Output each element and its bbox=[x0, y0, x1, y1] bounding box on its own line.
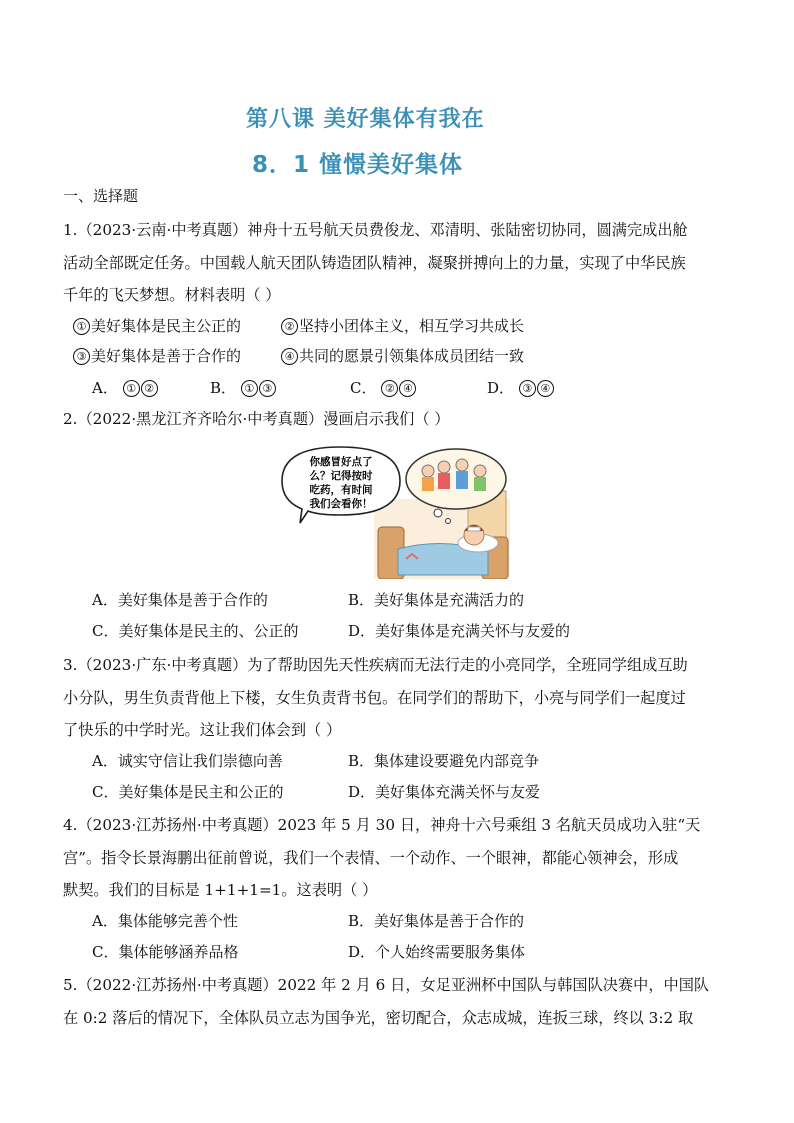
bubble-line-3: 吃药，有时间 bbox=[309, 484, 373, 496]
q1-option-a[interactable]: A． ① ② bbox=[92, 378, 159, 398]
q2-option-d[interactable]: D．美好集体是充满关怀与友爱的 bbox=[348, 622, 571, 640]
circled-number: ③ bbox=[73, 348, 90, 365]
lesson-title: 第八课 美好集体有我在 bbox=[246, 107, 485, 132]
q3-option-a[interactable]: A．诚实守信让我们崇德向善 bbox=[92, 752, 283, 770]
q5-line-2: 在 0:2 落后的情况下，全体队员立志为国争光，密切配合，众志成城，连扳三球，终以 3:2 取 bbox=[63, 1009, 694, 1027]
circled-number: ④ bbox=[281, 348, 298, 365]
bubble-line-1: 你感冒好点了 bbox=[309, 456, 373, 468]
q4-line-3: 默契。我们的目标是 1+1+1=1。这表明（ ） bbox=[63, 881, 378, 899]
q3-line-2: 小分队，男生负责背他上下楼，女生负责背书包。在同学们的帮助下，小亮与同学们一起度过 bbox=[63, 689, 686, 707]
q4-line-2: 宫”。指令长景海鹏出征前曾说，我们一个表情、一个动作、一个眼神，都能心领神会，形成 bbox=[63, 849, 679, 867]
q2-option-b[interactable]: B．美好集体是充满活力的 bbox=[348, 591, 525, 609]
q4-option-b[interactable]: B．美好集体是善于合作的 bbox=[348, 912, 525, 930]
q1-statement-4: ④ 共同的愿景引领集体成员团结一致 bbox=[281, 346, 524, 366]
q4-option-c[interactable]: C．集体能够涵养品格 bbox=[92, 943, 239, 961]
q1-line-1: 1.（2023·云南·中考真题）神舟十五号航天员费俊龙、邓清明、张陆密切协同，圆满完成出舱 bbox=[63, 221, 688, 239]
q4-line-1: 4.（2023·江苏扬州·中考真题）2023 年 5 月 30 日，神舟十六号乘组 3 名航天员成功入驻“天 bbox=[63, 816, 701, 834]
q1-line-3: 千年的飞天梦想。材料表明（ ） bbox=[63, 286, 281, 304]
q1-statement-1: ① 美好集体是民主公正的 bbox=[73, 316, 241, 336]
q1-line-2: 活动全部既定任务。中国载人航天团队铸造团队精神，凝聚拼搏向上的力量，实现了中华民族 bbox=[63, 254, 686, 272]
q4-option-a[interactable]: A．集体能够完善个性 bbox=[92, 912, 238, 930]
section-title: 8．1 憧憬美好集体 bbox=[252, 152, 464, 178]
q2-option-a[interactable]: A．美好集体是善于合作的 bbox=[92, 591, 268, 609]
q1-option-c[interactable]: C． ② ④ bbox=[350, 378, 417, 398]
q2-option-c[interactable]: C．美好集体是民主的、公正的 bbox=[92, 622, 299, 640]
q4-option-d[interactable]: D．个人始终需要服务集体 bbox=[348, 943, 526, 961]
q3-line-3: 了快乐的中学时光。这让我们体会到（ ） bbox=[63, 721, 342, 739]
q3-option-d[interactable]: D．美好集体充满关怀与友爱 bbox=[348, 783, 541, 801]
q1-option-b[interactable]: B． ① ③ bbox=[210, 378, 277, 398]
q1-statement-3: ③ 美好集体是善于合作的 bbox=[73, 346, 241, 366]
circled-number: ① bbox=[73, 318, 90, 335]
section-heading: 一、选择题 bbox=[63, 187, 139, 205]
q1-statement-2: ② 坚持小团体主义，相互学习共成长 bbox=[281, 316, 524, 336]
bubble-line-4: 我们会看你！ bbox=[309, 498, 373, 510]
bubble-line-2: 么？记得按时 bbox=[309, 470, 373, 482]
q3-line-1: 3.（2023·广东·中考真题）为了帮助因先天性疾病而无法行走的小亮同学，全班同学组成互助 bbox=[63, 656, 688, 674]
q5-line-1: 5.（2022·江苏扬州·中考真题）2022 年 2 月 6 日，女足亚洲杯中国队与韩国队决赛中，中国队 bbox=[63, 976, 710, 994]
cartoon-illustration bbox=[278, 441, 512, 579]
circled-number: ② bbox=[281, 318, 298, 335]
q2-line-1: 2.（2022·黑龙江齐齐哈尔·中考真题）漫画启示我们（ ） bbox=[63, 410, 450, 428]
q3-option-b[interactable]: B．集体建设要避免内部竞争 bbox=[348, 752, 540, 770]
q3-option-c[interactable]: C．美好集体是民主和公正的 bbox=[92, 783, 284, 801]
q1-option-d[interactable]: D． ③ ④ bbox=[487, 378, 555, 398]
